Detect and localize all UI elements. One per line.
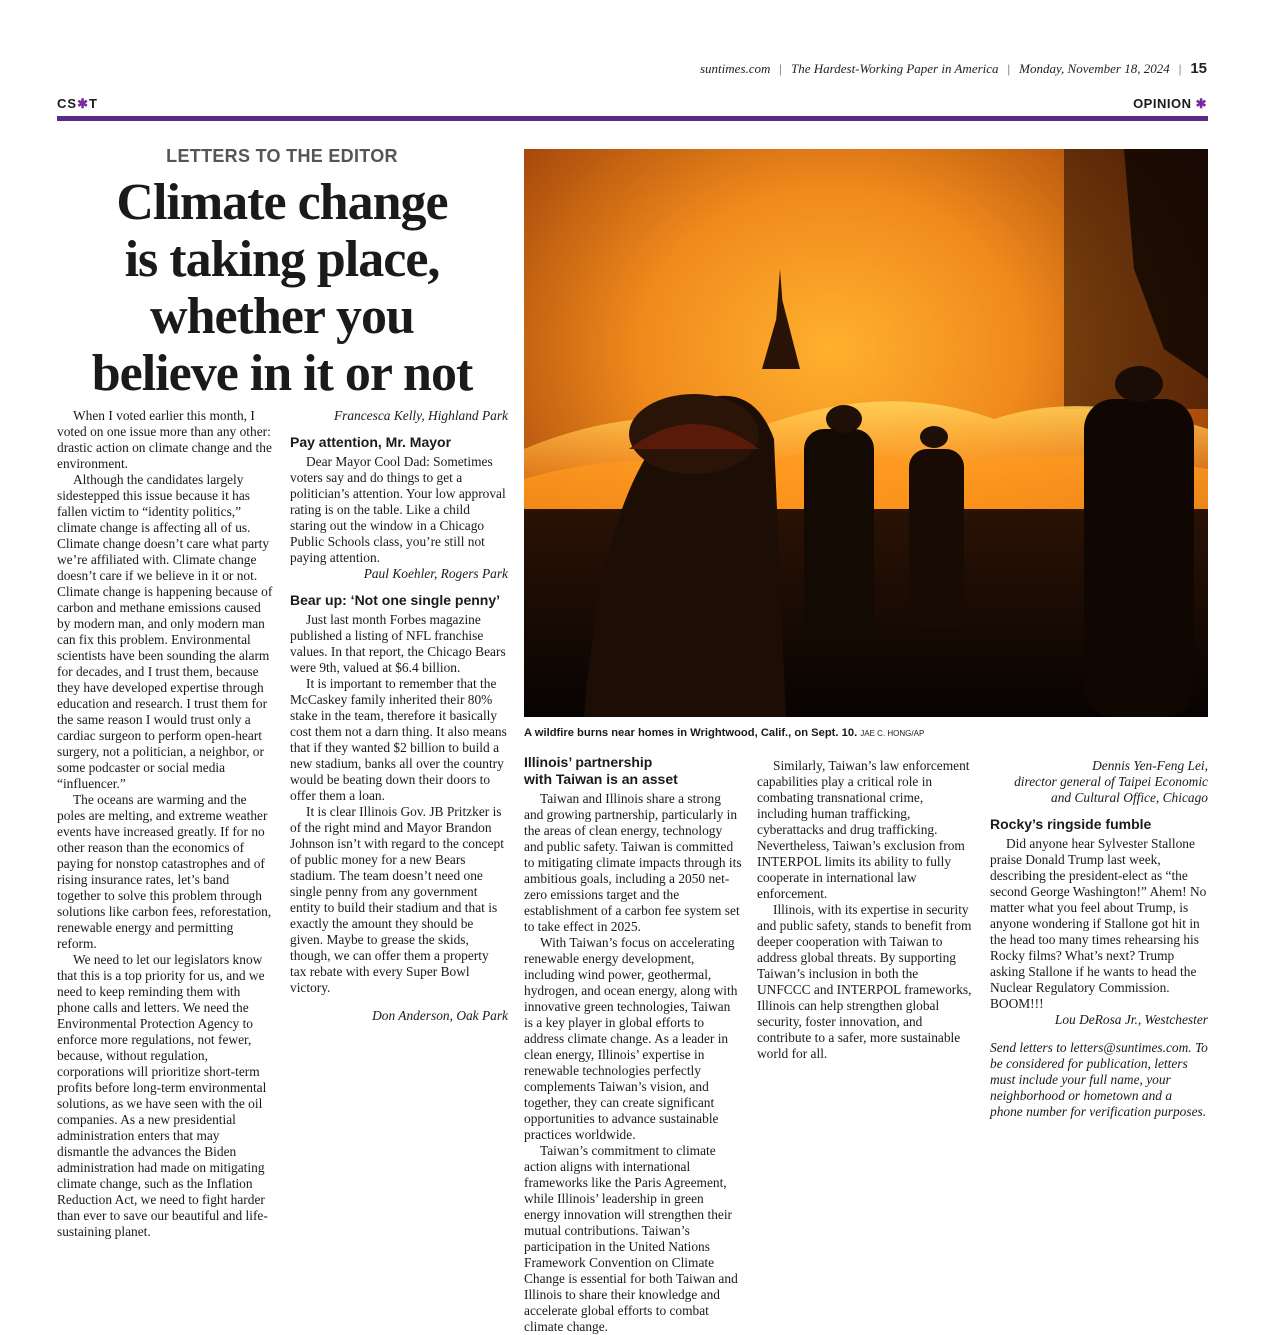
cst-logo: CS✱T	[57, 96, 98, 111]
masthead: suntimes.com | The Hardest-Working Paper in America | Monday, November 18, 2024 | 15	[700, 60, 1207, 77]
signature: Don Anderson, Oak Park	[372, 1008, 508, 1023]
headline: Climate change is taking place, whether you believe in it or not	[91, 174, 473, 402]
page-number: 15	[1190, 60, 1207, 77]
column-3: Illinois’ partnership with Taiwan is an asset Taiwan and Illinois share a strong and growing partnership, particularly in the areas of clean energy, technology and public safety. Taiwan is committed to mitigating climate impacts through its ambitious goals, including a 2050 net-zero emissions target and the establishment of a carbon fee system set to take effect in 2025. With Taiwan’s focus on accelerating renewable energy development, including wind power, geothermal, hydrogen, and ocean energy, along with innovative green technologies, Taiwan is a key player in global efforts to address climate change. As a leader in clean energy, Illinois’ expertise in renewable technologies perfectly complements Taiwan’s vision, and together, they can create significant opportunities to advance sustainable practices worldwide. Taiwan’s commitment to climate action aligns with international frameworks like the Paris Agreement, while Illinois’ leadership in green energy innovation will strengthen their mutual contributions. Taiwan’s participation in the United Nations Framework Convention on Climate Change is essential for both Taiwan and Illinois to share their knowledge and accelerate global efforts to combat climate change.	[524, 754, 742, 1334]
kicker: LETTERS TO THE EDITOR	[166, 146, 398, 166]
letter-title: Illinois’ partnership with Taiwan is an asset	[524, 754, 678, 787]
letter-title: Bear up: ‘Not one single penny’	[290, 592, 501, 608]
section-label: OPINION ✱	[1133, 96, 1207, 111]
wildfire-photo	[524, 149, 1208, 717]
tagline: The Hardest-Working Paper in America	[791, 61, 999, 76]
signature: Paul Koehler, Rogers Park	[363, 566, 508, 581]
signature: Lou DeRosa Jr., Westchester	[1054, 1012, 1208, 1027]
letter-climate-col1: When I voted earlier this month, I voted on one issue more than any other: drastic action on climate change and the environment. Although the candidates largely sidestepped this issue because it has fallen victim to “identity politics,” climate change is affecting all of us. Climate change doesn’t care what party we’re affiliated with. Climate change doesn’t care if we believe in it or not. Climate change is happening because of carbon and methane emissions caused by modern man, and only modern man can fix this problem. Environmental scientists have been sounding the alarm for decades, and I trust them, because they have developed expertise through education and research. I trust them for the same reason I would trust only a cardiac surgeon to perform open-heart surgery, not a politician, a neighbor, or some podcaster or social media “influencer.” The oceans are warming and the poles are melting, and extreme weather events have increased greatly. If for no other reason than the economics of paying for nonstop catastrophes and of rising insurance rates, let’s band together to solve this problem through solutions like carbon fees, reforestation, renewable energy and permitting reform. We need to let our legislators know that this is a top priority for us, and we need to keep reminding them with phone calls and letters. We need the Environmental Protection Agency to enforce more regulations, not fewer, because, without regulation, corporations will prioritize short-term profits before long-term environmental solutions, as we have seen with the oil companies. As a new presidential administration enters that may dismantle the advances the Biden administration had made on mitigating climate change, such as the Inflation Reduction Act, we need to fight harder than ever to save our beautiful and life-sustaining planet.	[57, 408, 273, 1239]
column-4: Similarly, Taiwan’s law enforcement capabilities play a critical role in combating transnational crime, including human trafficking, cyberattacks and drug trafficking. Nevertheless, Taiwan’s exclusion from INTERPOL limits its ability to fully cooperate in international law enforcement. Illinois, with its expertise in security and public safety, stands to benefit from deeper cooperation with Taiwan to address global threats. By supporting Taiwan’s inclusion in both the UNFCCC and INTERPOL frameworks, Illinois can help strengthen global security, foster innovation, and contribute to a safer, more sustainable world for all.	[757, 758, 972, 1061]
column-5: Dennis Yen-Feng Lei, director general of Taipei Economic and Cultural Office, Chicago Rocky’s ringside fumble Did anyone hear Sylvester Stallone praise Donald Trump last week, describing the president-elect as “the second George Washington!” Ahem! No matter what you feel about Trump, is anyone wondering if Stallone got hit in the head too many times rehearsing his Rocky films? What’s next? Trump asking Stallone if he wants to head the Nuclear Regulatory Commission. BOOM!!! Lou DeRosa Jr., Westchester Send letters to letters@suntimes.com. To be considered for publication, letters must include your full name, your neighborhood or hometown and a phone number for verification purposes.	[990, 758, 1208, 1119]
letter-title: Rocky’s ringside fumble	[990, 816, 1152, 832]
photo-credit: JAE C. HONG/AP	[860, 729, 925, 738]
issue-date: Monday, November 18, 2024	[1019, 61, 1170, 76]
header-rule	[57, 116, 1208, 121]
signature: Francesca Kelly, Highland Park	[333, 408, 508, 423]
submission-note: Send letters to letters@suntimes.com. To be considered for publication, letters must include your full name, your neighborhood or hometown and a phone number for verification purposes.	[990, 1040, 1208, 1119]
signature: Dennis Yen-Feng Lei, director general of Taipei Economic and Cultural Office, Chicago	[1014, 758, 1208, 805]
star-icon: ✱	[77, 96, 89, 111]
column-2: Francesca Kelly, Highland Park Pay attention, Mr. Mayor Dear Mayor Cool Dad: Sometimes voters say and do things to get a politician’s attention. Your low approval rating is on the table. Like a child staring out the window in a Chicago Public Schools class, you’re still not paying attention. Paul Koehler, Rogers Park Bear up: ‘Not one single penny’ Just last month Forbes magazine published a listing of NFL franchise values. In that report, the Chicago Bears were 9th, valued at $6.4 billion. It is important to remember that the McCaskey family inherited their 80% stake in the team, therefore it basically cost them not a darn thing. It also means that if they wanted $2 billion to build a new stadium, banks all over the country would be beating down their doors to offer them a loan. It is clear Illinois Gov. JB Pritzker is of the right mind and Mayor Brandon Johnson isn’t with regard to the concept of public money for a new Bears stadium. The team doesn’t need one single penny from any government entity to build their stadium and that is exactly the amount they should be given. Maybe to grease the skids, though, we can offer them a property tax rebate with every Super Bowl victory. Don Anderson, Oak Park	[290, 408, 508, 1023]
site-link[interactable]: suntimes.com	[700, 61, 771, 76]
star-icon: ✱	[1195, 96, 1207, 111]
photo-caption: A wildfire burns near homes in Wrightwood, Calif., on Sept. 10. JAE C. HONG/AP	[524, 727, 925, 739]
letter-title: Pay attention, Mr. Mayor	[290, 434, 452, 450]
